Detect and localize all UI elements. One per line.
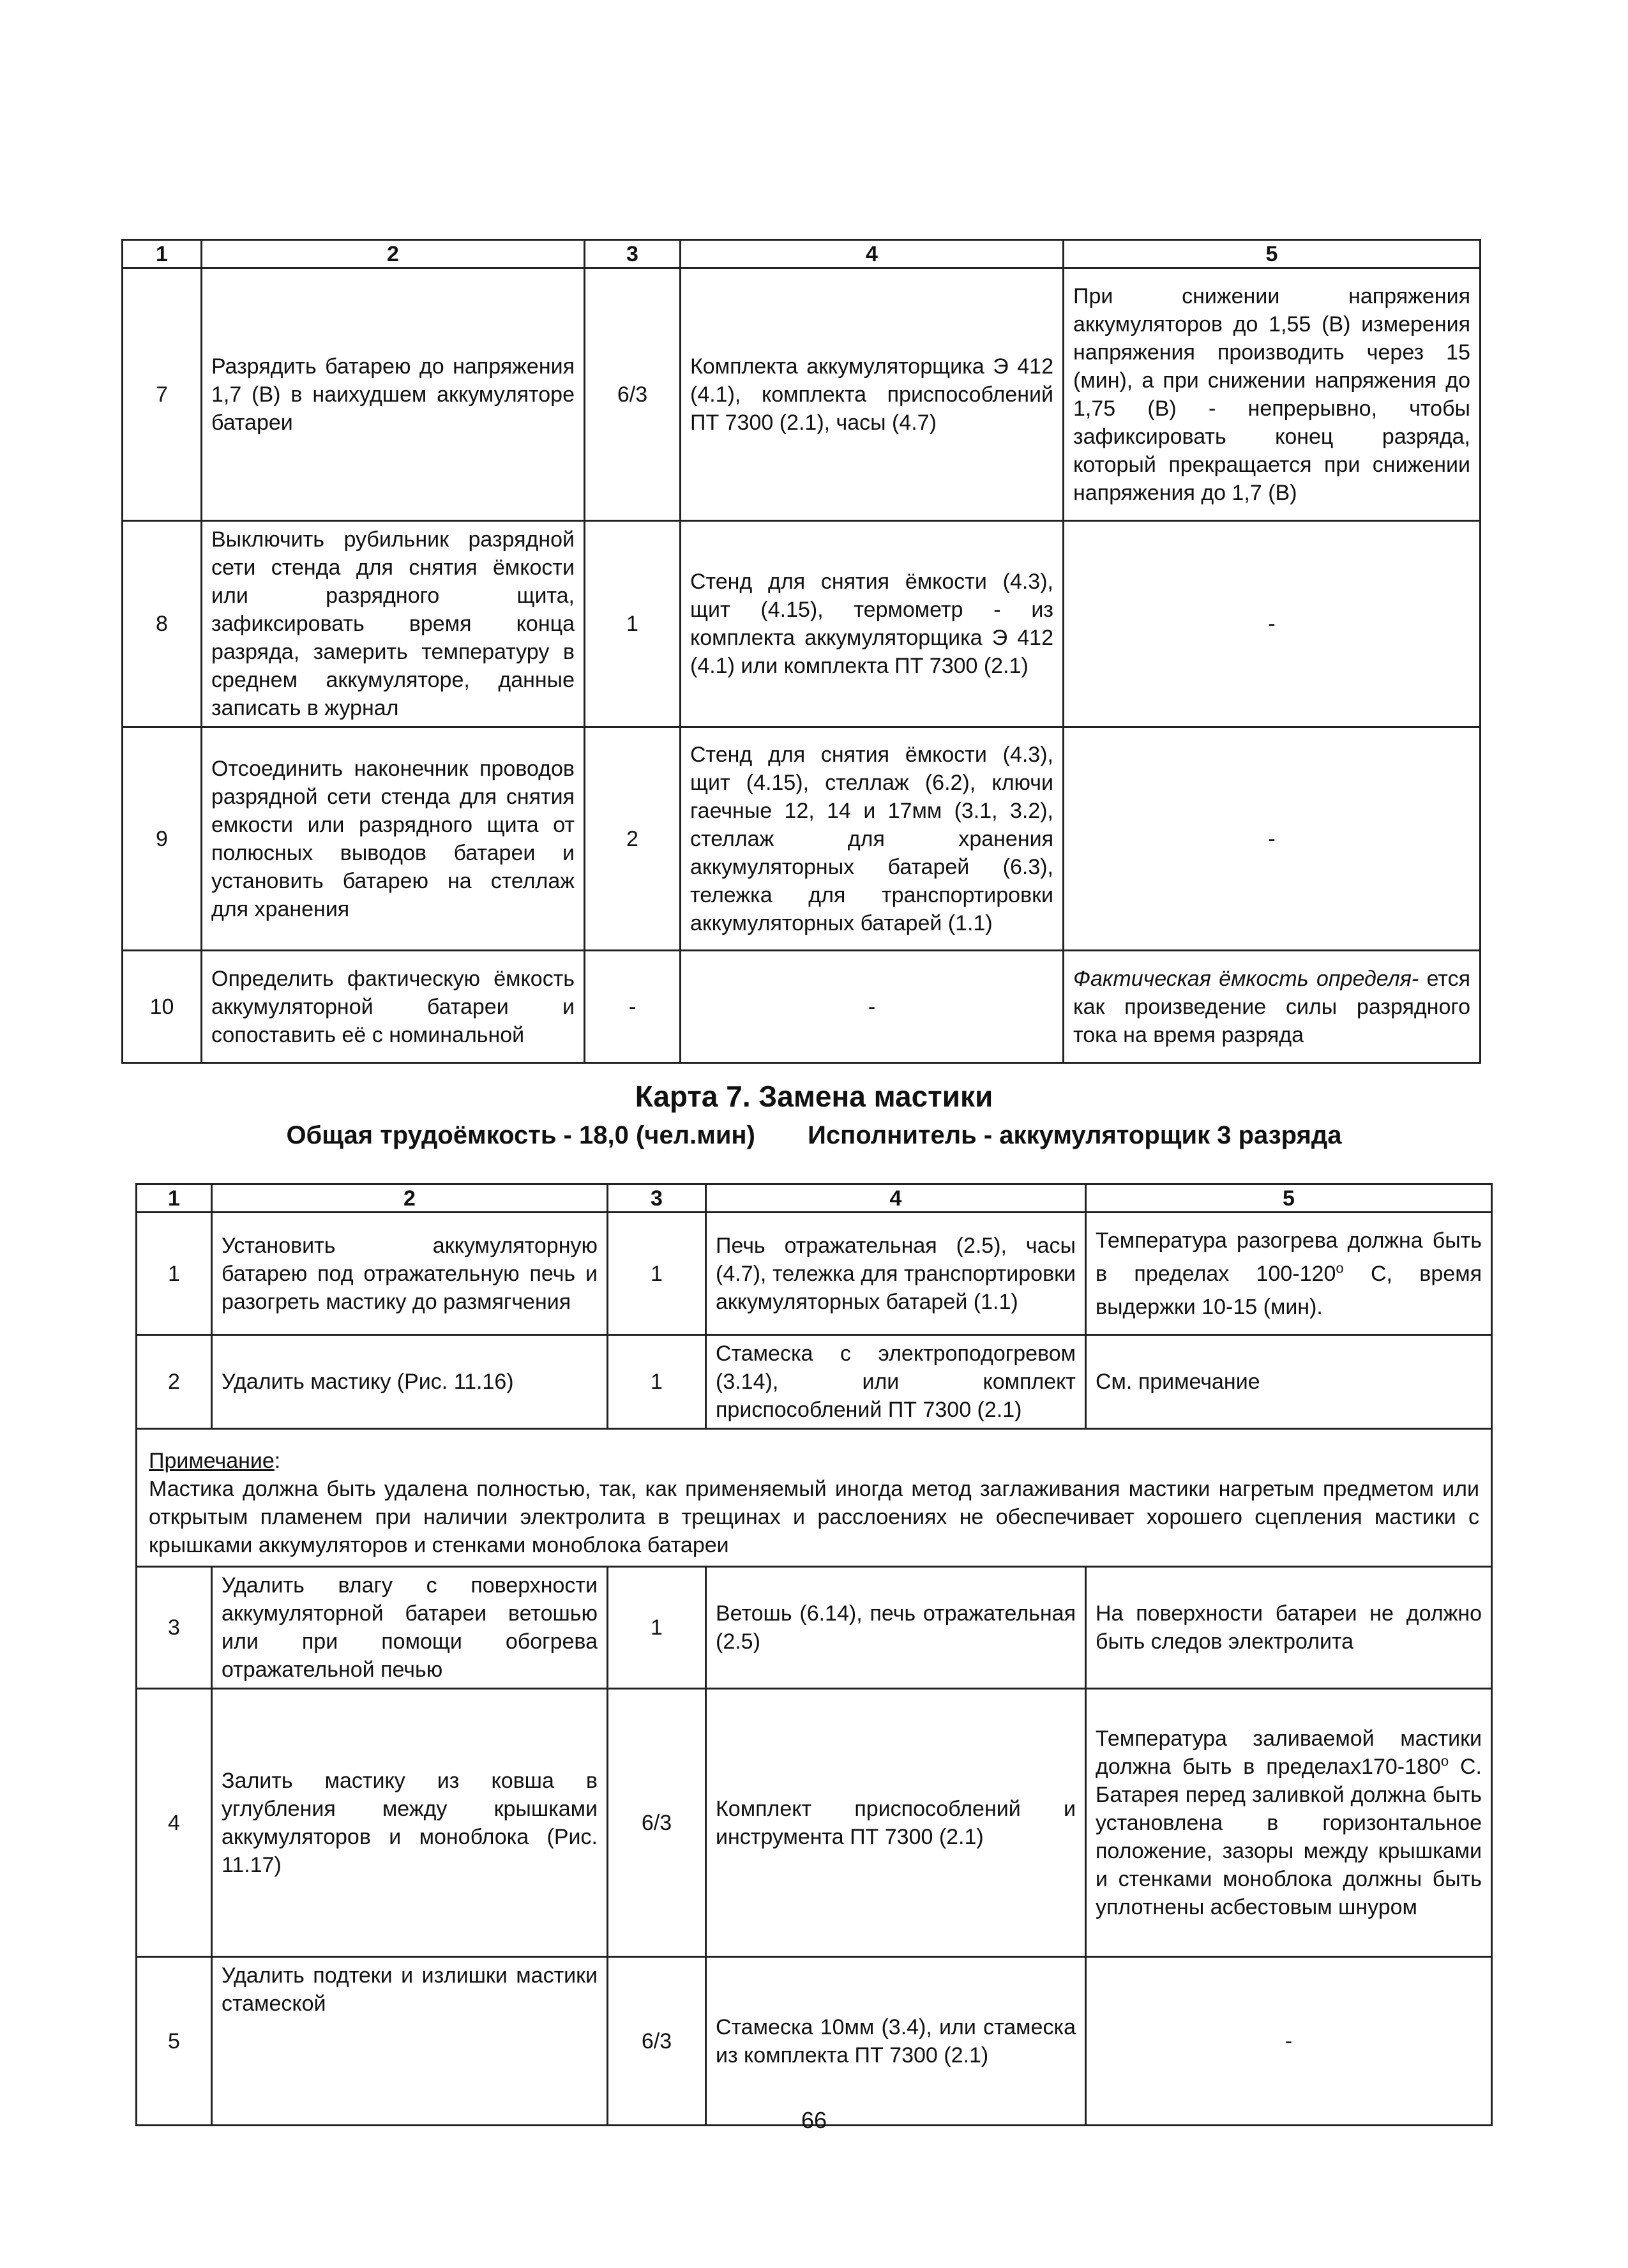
header-cell: 4 (681, 240, 1064, 268)
card-title: Карта 7. Замена мастики (635, 1080, 993, 1113)
notes-cell (1086, 1213, 1492, 1335)
table-row (137, 1689, 1492, 1957)
tools-cell: Комплект приспособлений и инструмента ПТ 7300 (2.1) (706, 1689, 1086, 1957)
degree-sign: o (1440, 1753, 1449, 1769)
header-cell: 1 (123, 240, 202, 268)
notes-text: ется как произведение силы разрядного тока на время разряда (1073, 966, 1470, 1047)
executor: Исполнитель - аккумуляторщик 3 разряда (808, 1121, 1342, 1149)
header-cell: 5 (1064, 240, 1481, 268)
table-row (123, 727, 1481, 951)
time-cell: 6/3 (608, 1957, 706, 2126)
tools-cell: Комплекта аккумуляторщика Э 412 (4.1), комплекта приспособлений ПТ 7300 (2.1), часы (4.7) (681, 268, 1064, 521)
table-row (137, 1567, 1492, 1689)
page-number: 66 (801, 2107, 827, 2133)
labor-intensity: Общая трудоёмкость - 18,0 (чел.мин) (286, 1121, 755, 1149)
notes-text: Температура разогрева должна быть в пределах 100-120 (1096, 1228, 1482, 1286)
tools-cell: - (681, 951, 1064, 1063)
card-subtitle (0, 1121, 1628, 1150)
header-cell: 4 (706, 1184, 1086, 1213)
tools-cell: Стенд для снятия ёмкости (4.3), щит (4.15), стеллаж (6.2), ключи гаечные 12, 14 и 17мм (3.1, 3.2), стеллаж для хранения аккумуляторных батарей (6.3), тележка для транспортировки аккумуляторных батарей (1.1) (681, 727, 1064, 951)
step-number: 8 (123, 521, 202, 727)
time-cell: 1 (608, 1213, 706, 1335)
notes-text: Температура заливаемой мастики должна быть в пределах170-180 (1096, 1726, 1482, 1779)
notes-cell: - (1064, 727, 1481, 951)
tools-cell: Печь отражательная (2.5), часы (4.7), тележка для транспортировки аккумуляторных батарей (1.1) (706, 1213, 1086, 1335)
time-cell: - (585, 951, 681, 1063)
step-number: 3 (137, 1567, 212, 1689)
operation-cell: Установить аккумуляторную батарею под отражательную печь и разогреть мастику до размягчения (212, 1213, 608, 1335)
table-header-row (137, 1184, 1492, 1213)
operation-cell: Разрядить батарею до напряжения 1,7 (В) в наихудшем аккумуляторе батареи (202, 268, 585, 521)
header-cell: 3 (608, 1184, 706, 1213)
header-cell: 2 (202, 240, 585, 268)
header-cell: 3 (585, 240, 681, 268)
table-row (137, 1335, 1492, 1429)
step-number: 5 (137, 1957, 212, 2126)
operation-cell: Залить мастику из ковша в углубления между крышками аккумуляторов и моноблока (Рис. 11.17) (212, 1689, 608, 1957)
operation-cell: Удалить влагу с поверхности аккумуляторной батареи ветошью или при помощи обогрева отражательной печью (212, 1567, 608, 1689)
note-text: Мастика должна быть удалена полностью, так, как применяемый иногда метод заглаживания мастики нагретым предметом или открытым пламенем при наличии электролита в трещинах и расслоениях не обеспечивает хорошего сцепления мастики с крышками аккумуляторов и стенками моноблока батареи (149, 1476, 1479, 1557)
step-number: 1 (137, 1213, 212, 1335)
notes-cell (1086, 1689, 1492, 1957)
notes-cell: - (1064, 521, 1481, 727)
note-label: Примечание (149, 1448, 275, 1473)
operation-cell: Определить фактическую ёмкость аккумуляторной батареи и сопоставить её с номинальной (202, 951, 585, 1063)
time-cell: 6/3 (608, 1689, 706, 1957)
notes-italic-text: Фактическая ёмкость определя- (1073, 966, 1419, 991)
tools-cell: Стамеска 10мм (3.4), или стамеска из комплекта ПТ 7300 (2.1) (706, 1957, 1086, 2126)
tools-cell: Ветошь (6.14), печь отражательная (2.5) (706, 1567, 1086, 1689)
tools-cell: Стенд для снятия ёмкости (4.3), щит (4.15), термометр - из комплекта аккумуляторщика Э 412 (4.1) или комплекта ПТ 7300 (2.1) (681, 521, 1064, 727)
time-cell: 6/3 (585, 268, 681, 521)
notes-text: С. Батарея перед заливкой должна быть установлена в горизонтальное положение, зазоры между крышками и стенками моноблока должны быть уплотнены асбестовым шнуром (1096, 1754, 1482, 1919)
card-7-table (135, 1183, 1493, 2126)
table-row (123, 951, 1481, 1063)
operation-cell: Выключить рубильник разрядной сети стенда для снятия ёмкости или разрядного щита, зафиксировать время конца разряда, замерить температуру в среднем аккумуляторе, данные записать в журнал (202, 521, 585, 727)
note-row (137, 1429, 1492, 1567)
note-colon: : (274, 1448, 281, 1473)
operation-cell: Удалить мастику (Рис. 11.16) (212, 1335, 608, 1429)
degree-sign: o (1336, 1260, 1344, 1276)
table-row (137, 1213, 1492, 1335)
operation-cell: Отсоединить наконечник проводов разрядной сети стенда для снятия емкости или разрядного щита от полюсных выводов батареи и установить батарею на стеллаж для хранения (202, 727, 585, 951)
header-cell: 2 (212, 1184, 608, 1213)
header-cell: 1 (137, 1184, 212, 1213)
table-header-row (123, 240, 1481, 268)
time-cell: 1 (608, 1335, 706, 1429)
notes-cell: При снижении напряжения аккумуляторов до 1,55 (В) измерения напряжения производить через 15 (мин), а при снижении напряжения до 1,75 (В) - непрерывно, чтобы зафиксировать конец разряда, который прекращается при снижении напряжения до 1,7 (В) (1064, 268, 1481, 521)
notes-cell: См. примечание (1086, 1335, 1492, 1429)
notes-cell: - (1086, 1957, 1492, 2126)
step-number: 9 (123, 727, 202, 951)
tools-cell: Стамеска с электроподогревом (3.14), или комплект приспособлений ПТ 7300 (2.1) (706, 1335, 1086, 1429)
time-cell: 2 (585, 727, 681, 951)
continuation-table (121, 239, 1481, 1064)
table-row (137, 1957, 1492, 2126)
notes-cell: На поверхности батареи не должно быть следов электролита (1086, 1567, 1492, 1689)
header-cell: 5 (1086, 1184, 1492, 1213)
table-row (123, 521, 1481, 727)
step-number: 7 (123, 268, 202, 521)
step-number: 2 (137, 1335, 212, 1429)
step-number: 10 (123, 951, 202, 1063)
step-number: 4 (137, 1689, 212, 1957)
table-row (123, 268, 1481, 521)
operation-cell: Удалить подтеки и излишки мастики стамеской (212, 1957, 608, 2126)
notes-cell (1064, 951, 1481, 1063)
time-cell: 1 (585, 521, 681, 727)
notes-text: С, время выдержки 10-15 (мин). (1096, 1261, 1482, 1319)
time-cell: 1 (608, 1567, 706, 1689)
note-cell (137, 1429, 1492, 1567)
